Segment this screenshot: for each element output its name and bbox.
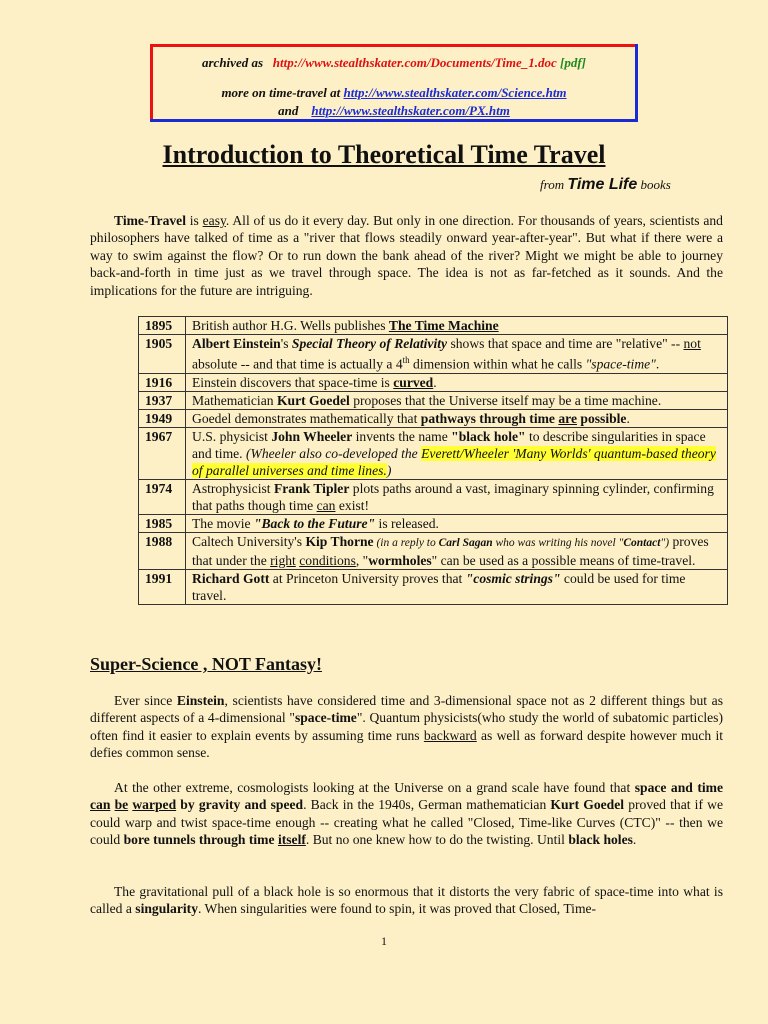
table-row xyxy=(139,335,728,374)
year-cell: 1905 xyxy=(139,335,186,374)
paragraph-black-hole: The gravitational pull of a black hole is so enormous that it distorts the very fabric of space-time into what is called a singularity. When singularities were found to spin, it was proved that Closed, Time- xyxy=(90,884,723,917)
highlighted-text: Everett/Wheeler 'Many Worlds' quantum-based theory of parallel universes and time lines. xyxy=(192,445,716,478)
pdf-link[interactable]: [pdf] xyxy=(560,55,586,70)
paragraph-einstein: Ever since Einstein, scientists have considered time and 3-dimensional space not as 2 different things but as different aspects of a 4-dimensional "space-time". Quantum physicists(who study the world of subatomic particles) often find it easier to explain events by assuming time runs backward as well as forward despite however much it defies common sense. xyxy=(90,693,724,761)
and-label: and xyxy=(278,103,299,118)
year-cell: 1988 xyxy=(139,532,186,569)
archive-line xyxy=(153,55,635,71)
paragraph-cosmologists: At the other extreme, cosmologists looking at the Universe on a grand scale have found that space and time can be warped by gravity and speed. Back in the 1940s, German mathematician Kurt Goedel proved that if we could warp and twist space-time enough -- creating what he called "Closed, Time-like Curves (CTC)" -- then we could bore tunnels through time itself. But no one knew how to do the twisting. Until black holes. xyxy=(90,780,723,848)
and-line xyxy=(153,103,635,119)
section-heading: Super-Science , NOT Fantasy! xyxy=(90,654,322,674)
archive-doc-link[interactable]: http://www.stealthskater.com/Documents/Time_1.doc xyxy=(272,55,557,70)
event-cell: Astrophysicist Frank Tipler plots paths around a vast, imaginary spinning cylinder, confirming that paths though time can exist! xyxy=(186,479,728,514)
intro-rest: . All of us do it every day. But only in one direction. For thousands of years, scientists and philosophers have talked of time as a "river that flows steadily onward year-after-year". But what if there were a way to swim against the flow? Or to run down the bank ahead of the river? Might we might be able to journey back-and-forth in time just as we travel through space. The idea is not as far-fetched as it sounds. And the implications for the future are intriguing. xyxy=(90,213,723,298)
intro-is: is xyxy=(185,213,203,228)
page-number: 1 xyxy=(381,934,387,948)
year-cell: 1916 xyxy=(139,373,186,391)
table-row xyxy=(139,479,728,514)
table-row xyxy=(139,532,728,569)
px-link[interactable]: http://www.stealthskater.com/PX.htm xyxy=(311,103,510,118)
year-cell: 1991 xyxy=(139,569,186,604)
archived-label: archived as xyxy=(202,55,264,70)
table-row xyxy=(139,373,728,391)
event-cell: U.S. physicist John Wheeler invents the name "black hole" to describe singularities in space and time. (Wheeler also co-developed the Everett/Wheeler 'Many Worlds' quantum-based theory of parallel universes and time lines.) xyxy=(186,427,728,479)
intro-easy: easy xyxy=(202,213,226,228)
page-title: Introduction to Theoretical Time Travel xyxy=(162,140,606,169)
year-cell: 1967 xyxy=(139,427,186,479)
event-cell: Richard Gott at Princeton University proves that "cosmic strings" could be used for time travel. xyxy=(186,569,728,604)
science-link[interactable]: http://www.stealthskater.com/Science.htm xyxy=(343,85,567,100)
byline-source: Time Life xyxy=(567,176,638,193)
event-cell: Albert Einstein's Special Theory of Relativity shows that space and time are "relative" -- not absolute -- and that time is actually a 4th dimension within what he calls "space-time". xyxy=(186,335,728,374)
year-cell: 1985 xyxy=(139,514,186,532)
more-line xyxy=(153,85,635,101)
event-cell: The movie "Back to the Future" is released. xyxy=(186,514,728,532)
table-row xyxy=(139,514,728,532)
event-cell: Einstein discovers that space-time is curved. xyxy=(186,373,728,391)
table-row xyxy=(139,391,728,409)
event-cell: Mathematician Kurt Goedel proposes that the Universe itself may be a time machine. xyxy=(186,391,728,409)
year-cell: 1974 xyxy=(139,479,186,514)
archive-header-box xyxy=(150,44,638,122)
byline-suffix: books xyxy=(640,177,671,192)
event-cell: Caltech University's Kip Thorne (in a reply to Carl Sagan who was writing his novel "Contact") proves that under the right conditions, "wormholes" can be used as a possible means of time-travel. xyxy=(186,532,728,569)
timeline-table xyxy=(138,316,728,605)
byline-from: from xyxy=(540,177,565,192)
table-row xyxy=(139,427,728,479)
byline xyxy=(540,176,671,194)
year-cell: 1895 xyxy=(139,317,186,335)
year-cell: 1937 xyxy=(139,391,186,409)
year-cell: 1949 xyxy=(139,409,186,427)
intro-paragraph xyxy=(90,212,723,299)
event-cell: British author H.G. Wells publishes The Time Machine xyxy=(186,317,728,335)
table-row xyxy=(139,409,728,427)
table-row xyxy=(139,569,728,604)
more-label: more on time-travel at xyxy=(221,85,341,100)
event-cell: Goedel demonstrates mathematically that pathways through time are possible. xyxy=(186,409,728,427)
table-row xyxy=(139,317,728,335)
intro-lead: Time-Travel xyxy=(114,213,186,228)
